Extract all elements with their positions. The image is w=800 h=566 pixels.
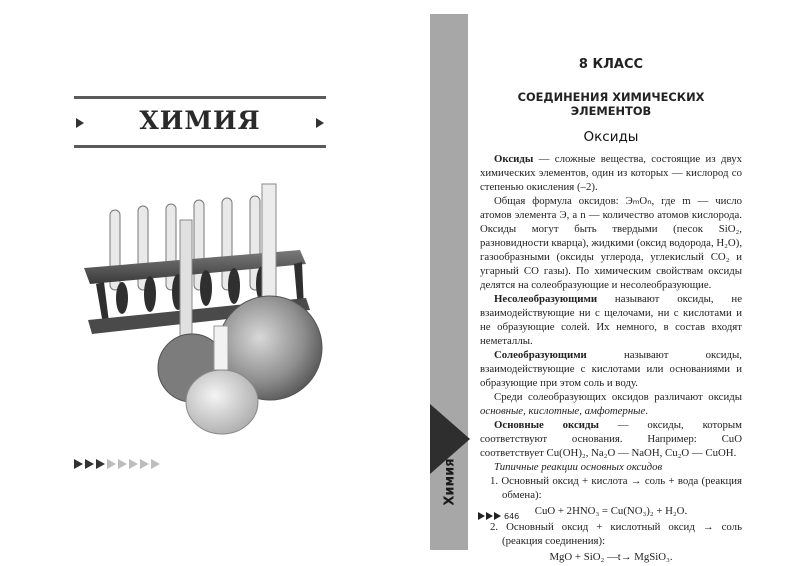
progress-marker-icon	[85, 459, 94, 469]
title-banner	[74, 96, 326, 148]
paragraph-oxides-definition: Оксиды — сложные вещества, состоящие из двух химических элементов, один из которых — кислород со степенью окисления (–2).	[480, 153, 742, 193]
right-page-content	[480, 58, 742, 564]
progress-marker-icon	[74, 459, 83, 469]
footer-arrow-icon	[478, 512, 485, 520]
progress-markers	[74, 459, 160, 471]
reaction-item-1: 1. Основный оксид + кислота → соль + вода (реакция обмена):	[490, 475, 742, 501]
page-footer	[478, 510, 519, 522]
paragraph-oxide-types: Среди солеобразующих оксидов различают оксиды основные, кислотные, амфотерные.	[480, 391, 742, 417]
title-rule-bottom	[74, 145, 326, 148]
section-heading: СОЕДИНЕНИЯ ХИМИЧЕСКИХ ЭЛЕМЕНТОВ	[517, 90, 705, 118]
page-number: 646	[504, 511, 520, 521]
paragraph-general-formula: Общая формула оксидов: ЭₘOₙ, где m — число атомов элемента Э, а n — количество атомов кислорода. Оксиды могут быть твердыми (песок SiO₂, разновидности кварца), жидкими (оксид водорода, H₂O), газообразными (оксиды углерода, углекислый CO₂ и угарный CO газы). По химическим свойствам оксиды делятся на солеобразующие и несолеобразующие.	[480, 195, 743, 291]
page-title: ХИМИЯ	[139, 106, 261, 135]
equation-2: MgO + SiO₂ —t→ MgSiO₃.	[549, 551, 673, 563]
paragraph-basic-oxides: Основные оксиды — оксиды, которым соответствуют основания. Например: CuO соответствует Cu(OH)₂, Na₂O — NaOH, Cu₂O — CuOH.	[480, 419, 742, 459]
topic-heading: Оксиды	[583, 129, 639, 145]
reaction-item-2: 2. Основный оксид + кислотный оксид → соль (реакция соединения):	[490, 521, 742, 547]
progress-marker-icon	[129, 459, 138, 469]
triangle-marker-icon	[316, 118, 324, 128]
grade-heading: 8 КЛАСС	[578, 57, 644, 72]
progress-marker-icon	[96, 459, 105, 469]
progress-marker-icon	[107, 459, 116, 469]
progress-marker-icon	[118, 459, 127, 469]
typical-reactions-heading: Типичные реакции основных оксидов	[494, 461, 663, 473]
lab-glassware-illustration	[74, 180, 334, 440]
paragraph-salt-forming: Солеобразующими называют оксиды, взаимодействующие с кислотами или основаниями и образующие при этом соль и воду.	[480, 349, 742, 389]
footer-arrow-icon	[494, 512, 501, 520]
progress-marker-icon	[140, 459, 149, 469]
title-rule-top	[74, 96, 326, 99]
equation-1: CuO + 2HNO₃ = Cu(NO₃)₂ + H₂O.	[534, 505, 688, 517]
progress-marker-icon	[151, 459, 160, 469]
side-tab-label: Химия	[442, 458, 458, 506]
footer-arrow-icon	[486, 512, 493, 520]
paragraph-non-salt-forming: Несолеобразующими называют оксиды, не взаимодействующие ни с щелочами, ни с кислотами и не образующие солей. Их немного, в состав входят неметаллы.	[480, 293, 742, 347]
